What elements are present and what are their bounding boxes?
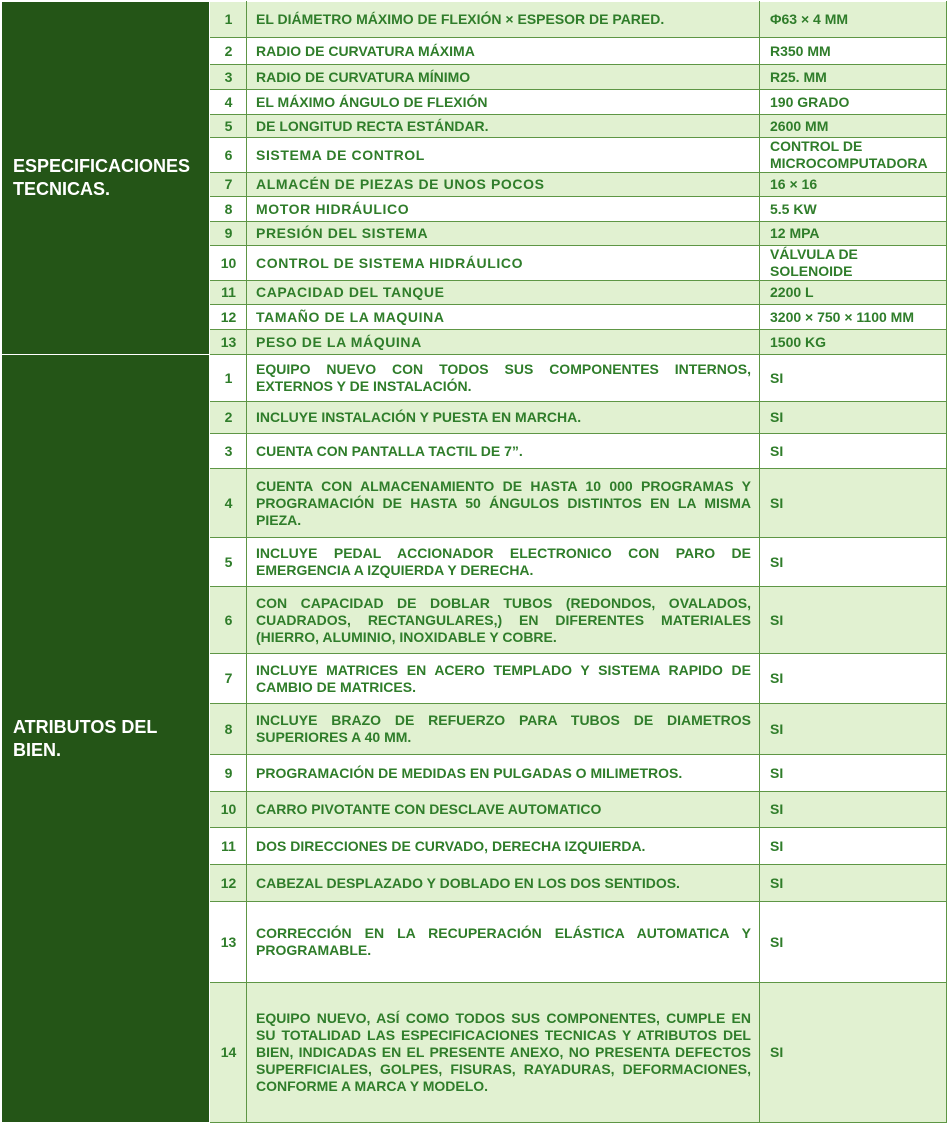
row-value: SI: [760, 902, 947, 983]
row-description: INCLUYE INSTALACIÓN Y PUESTA EN MARCHA.: [247, 402, 760, 434]
row-description: INCLUYE PEDAL ACCIONADOR ELECTRONICO CON PARO DE EMERGENCIA A IZQUIERDA Y DERECHA.: [247, 538, 760, 587]
row-description: PROGRAMACIÓN DE MEDIDAS EN PULGADAS O MILIMETROS.: [247, 755, 760, 792]
row-description: INCLUYE MATRICES EN ACERO TEMPLADO Y SISTEMA RAPIDO DE CAMBIO DE MATRICES.: [247, 654, 760, 704]
row-value: SI: [760, 865, 947, 902]
row-number: 13: [210, 330, 247, 355]
row-value: 16 × 16: [760, 173, 947, 197]
row-description: DE LONGITUD RECTA ESTÁNDAR.: [247, 115, 760, 138]
row-number: 11: [210, 828, 247, 865]
row-value: 5.5 KW: [760, 197, 947, 222]
row-number: 8: [210, 704, 247, 755]
row-value: VÁLVULA DE SOLENOIDE: [760, 246, 947, 281]
row-description: CON CAPACIDAD DE DOBLAR TUBOS (REDONDOS, OVALADOS, CUADRADOS, RECTANGULARES,) EN DIFERENTES MATERIALES (HIERRO, ALUMINIO, INOXIDABLE Y COBRE.: [247, 587, 760, 654]
row-description: EQUIPO NUEVO, ASÍ COMO TODOS SUS COMPONENTES, CUMPLE EN SU TOTALIDAD LAS ESPECIFICACIONES TECNICAS Y ATRIBUTOS DEL BIEN, INDICADAS EN EL PRESENTE ANEXO, NO PRESENTA DEFECTOS SUPERFICIALES, GOLPES, FISURAS, RAYADURAS, DEFORMACIONES, CONFORME A MARCA Y MODELO.: [247, 983, 760, 1123]
row-value: R350 MM: [760, 38, 947, 65]
row-description: EQUIPO NUEVO CON TODOS SUS COMPONENTES INTERNOS, EXTERNOS Y DE INSTALACIÓN.: [247, 355, 760, 402]
row-number: 12: [210, 865, 247, 902]
row-description: TAMAÑO DE LA MAQUINA: [247, 305, 760, 330]
row-value: 1500 KG: [760, 330, 947, 355]
row-description: RADIO DE CURVATURA MÍNIMO: [247, 65, 760, 90]
row-number: 13: [210, 902, 247, 983]
row-value: SI: [760, 828, 947, 865]
row-number: 10: [210, 246, 247, 281]
row-number: 2: [210, 38, 247, 65]
row-value: 2600 MM: [760, 115, 947, 138]
row-value: 3200 × 750 × 1100 MM: [760, 305, 947, 330]
row-value: 12 MPA: [760, 222, 947, 246]
row-description: MOTOR HIDRÁULICO: [247, 197, 760, 222]
row-value: SI: [760, 704, 947, 755]
spec-table: [1, 1, 947, 1123]
row-description: CUENTA CON PANTALLA TACTIL DE 7”.: [247, 434, 760, 469]
row-description: CARRO PIVOTANTE CON DESCLAVE AUTOMATICO: [247, 792, 760, 828]
row-value: 190 GRADO: [760, 90, 947, 115]
row-number: 9: [210, 222, 247, 246]
row-value: R25. MM: [760, 65, 947, 90]
row-number: 8: [210, 197, 247, 222]
row-value: CONTROL DE MICROCOMPUTADORA: [760, 138, 947, 173]
table-row: [2, 2, 947, 38]
row-number: 12: [210, 305, 247, 330]
row-description: SISTEMA DE CONTROL: [247, 138, 760, 173]
row-value: SI: [760, 355, 947, 402]
row-number: 11: [210, 281, 247, 305]
row-description: ALMACÉN DE PIEZAS DE UNOS POCOS: [247, 173, 760, 197]
row-value: SI: [760, 654, 947, 704]
row-description: INCLUYE BRAZO DE REFUERZO PARA TUBOS DE DIAMETROS SUPERIORES A 40 MM.: [247, 704, 760, 755]
row-value: SI: [760, 792, 947, 828]
row-number: 5: [210, 538, 247, 587]
table-row: [2, 355, 947, 402]
row-number: 10: [210, 792, 247, 828]
row-description: CORRECCIÓN EN LA RECUPERACIÓN ELÁSTICA AUTOMATICA Y PROGRAMABLE.: [247, 902, 760, 983]
row-value: SI: [760, 983, 947, 1123]
row-number: 1: [210, 355, 247, 402]
row-number: 4: [210, 90, 247, 115]
row-value: SI: [760, 469, 947, 538]
row-value: SI: [760, 402, 947, 434]
row-number: 3: [210, 434, 247, 469]
row-number: 7: [210, 654, 247, 704]
section-label-atributos: ATRIBUTOS DEL BIEN.: [2, 355, 210, 1123]
row-description: EL DIÁMETRO MÁXIMO DE FLEXIÓN × ESPESOR DE PARED.: [247, 2, 760, 38]
row-description: CONTROL DE SISTEMA HIDRÁULICO: [247, 246, 760, 281]
row-number: 4: [210, 469, 247, 538]
section-label-especificaciones: ESPECIFICACIONES TECNICAS.: [2, 2, 210, 355]
row-number: 3: [210, 65, 247, 90]
row-number: 6: [210, 587, 247, 654]
row-description: CAPACIDAD DEL TANQUE: [247, 281, 760, 305]
row-description: DOS DIRECCIONES DE CURVADO, DERECHA IZQUIERDA.: [247, 828, 760, 865]
row-description: PESO DE LA MÁQUINA: [247, 330, 760, 355]
row-number: 7: [210, 173, 247, 197]
row-number: 1: [210, 2, 247, 38]
row-value: Φ63 × 4 MM: [760, 2, 947, 38]
row-description: CUENTA CON ALMACENAMIENTO DE HASTA 10 000 PROGRAMAS Y PROGRAMACIÓN DE HASTA 50 ÁNGULOS DISTINTOS EN LA MISMA PIEZA.: [247, 469, 760, 538]
row-description: PRESIÓN DEL SISTEMA: [247, 222, 760, 246]
row-description: RADIO DE CURVATURA MÁXIMA: [247, 38, 760, 65]
row-number: 14: [210, 983, 247, 1123]
row-value: 2200 L: [760, 281, 947, 305]
row-value: SI: [760, 755, 947, 792]
row-number: 9: [210, 755, 247, 792]
row-number: 5: [210, 115, 247, 138]
row-value: SI: [760, 434, 947, 469]
row-number: 2: [210, 402, 247, 434]
row-value: SI: [760, 587, 947, 654]
row-description: CABEZAL DESPLAZADO Y DOBLADO EN LOS DOS SENTIDOS.: [247, 865, 760, 902]
row-description: EL MÁXIMO ÁNGULO DE FLEXIÓN: [247, 90, 760, 115]
row-number: 6: [210, 138, 247, 173]
row-value: SI: [760, 538, 947, 587]
